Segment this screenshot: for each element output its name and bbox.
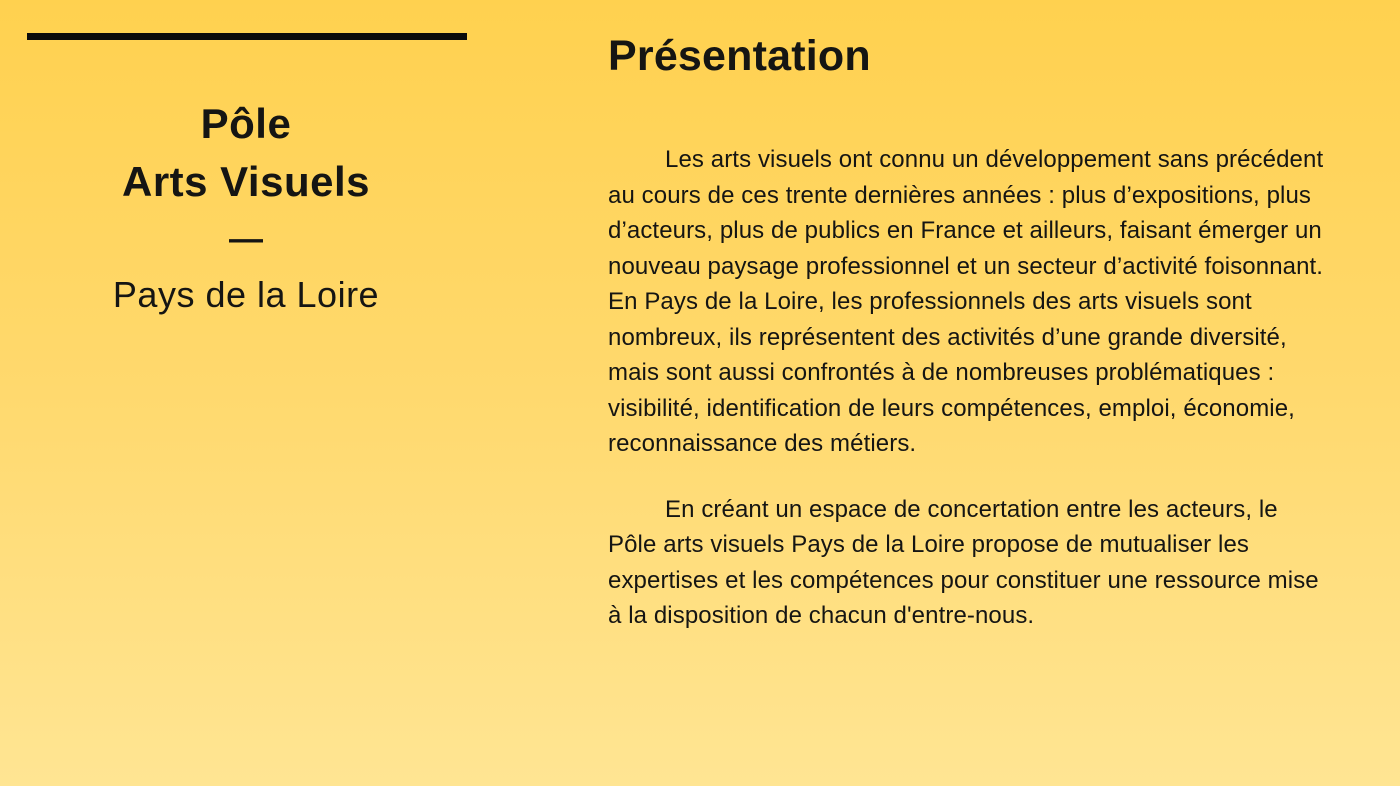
presentation-paragraph-1: Les arts visuels ont connu un développement sans précédent au cours de ces trente dernières années : plus d’expositions, plus d’acteurs, plus de publics en France et ailleurs, faisant émerger un nouveau paysage professionnel et un secteur d’activité foisonnant. En Pays de la Loire, les professionnels des arts visuels sont nombreux, ils représentent des activités d’une grande diversité, mais sont aussi confrontés à de nombreuses problématiques : visibilité, identification de leurs compétences, emploi, économie, reconnaissance des métiers. xyxy=(608,146,1324,457)
brand-separator-dash: — xyxy=(229,220,263,258)
brand-region: Pays de la Loire xyxy=(112,274,380,315)
brand-panel xyxy=(0,0,492,786)
brand-name-line2: Arts Visuels xyxy=(121,158,370,205)
presentation-paragraph-2: En créant un espace de concertation entre les acteurs, le Pôle arts visuels Pays de la Loire propose de mutualiser les expertises et les compétences pour constituer une ressource mise à la disposition de chacun d'entre-nous. xyxy=(608,495,1319,629)
section-heading: Présentation xyxy=(608,32,871,80)
brand-rule xyxy=(27,33,467,40)
brand-lockup xyxy=(0,95,492,317)
content-panel xyxy=(608,33,1330,634)
brand-name-line1: Pôle xyxy=(200,100,292,147)
